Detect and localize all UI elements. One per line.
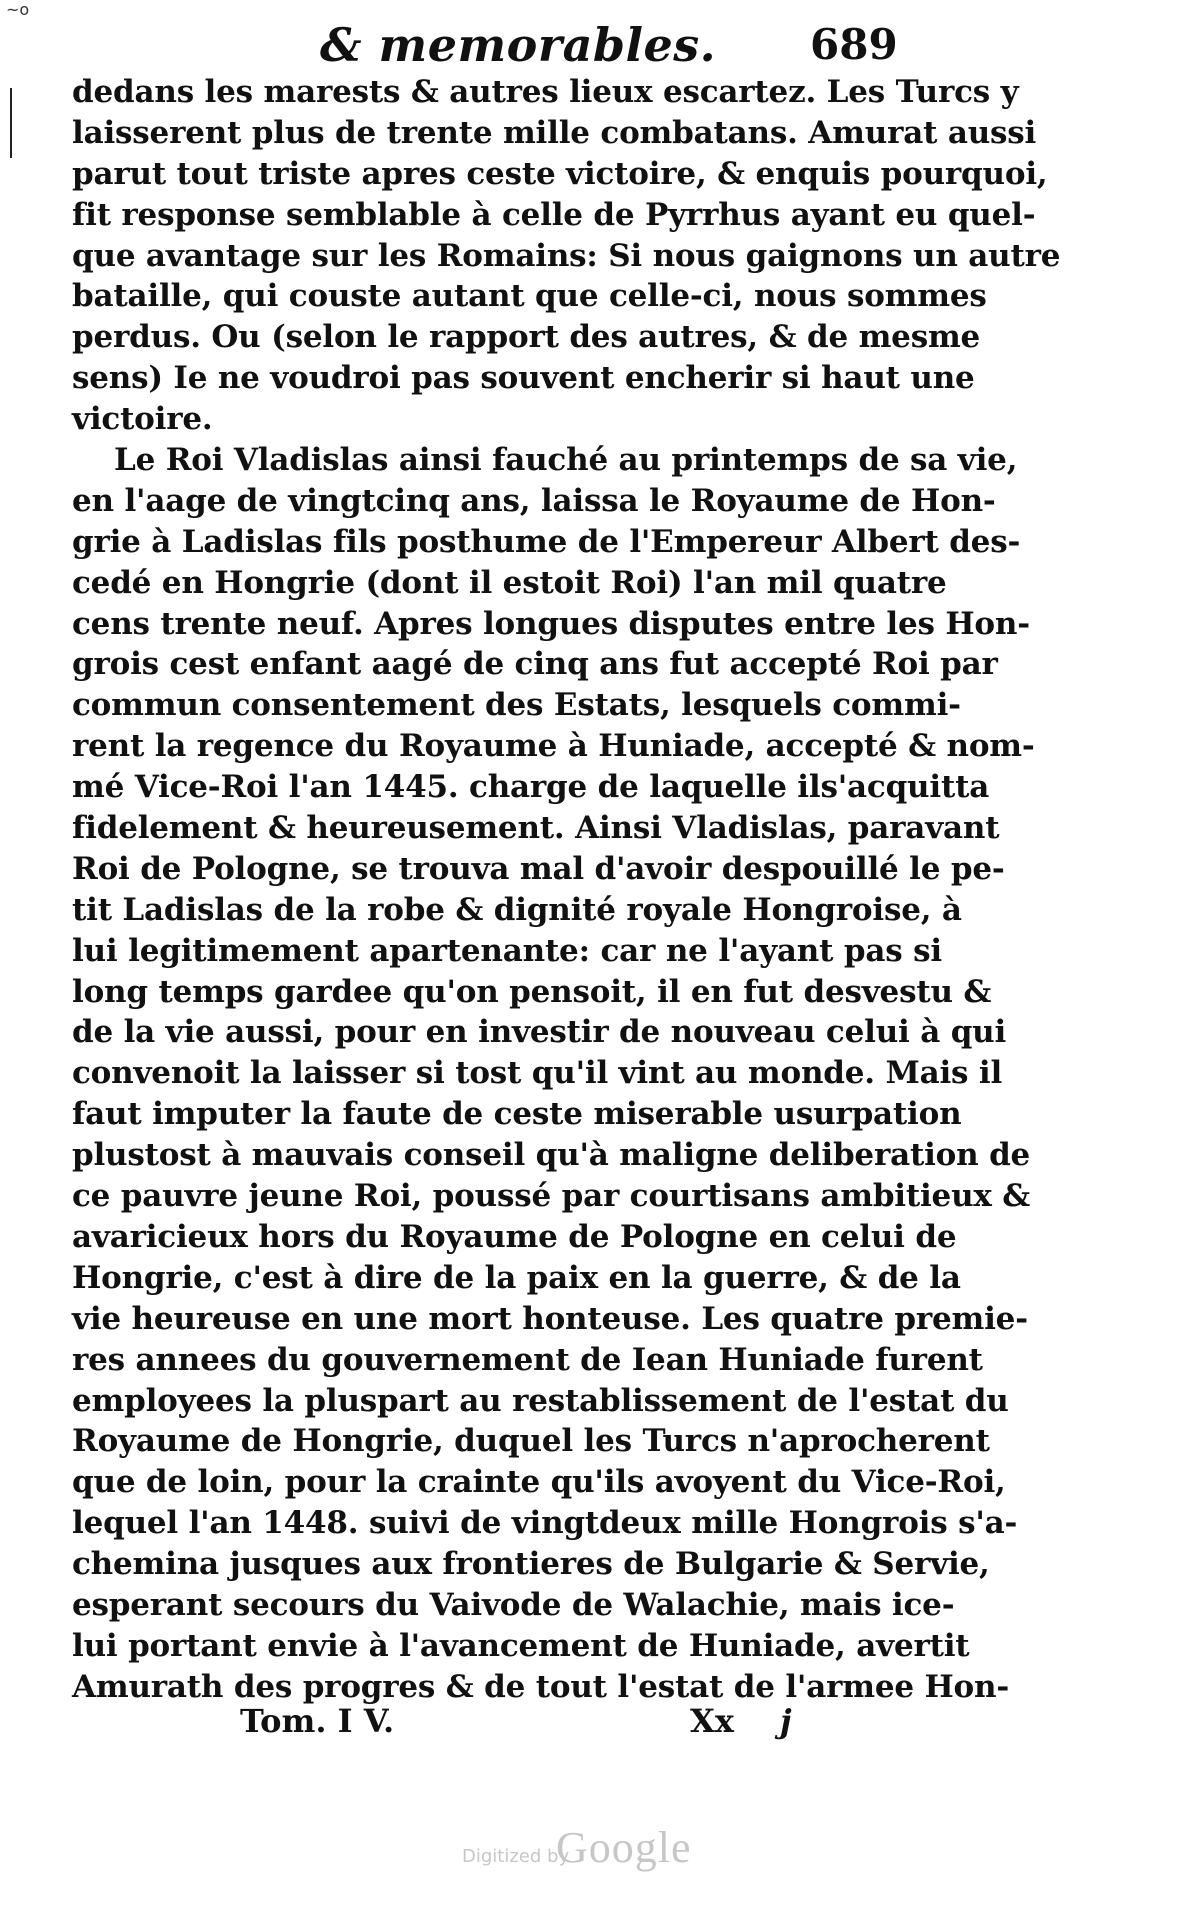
signature-line — [0, 1702, 1189, 1752]
text-line: cedé en Hongrie (dont il estoit Roi) l'an mil quatre — [72, 564, 947, 601]
watermark-prefix: Digitized by — [462, 1846, 570, 1867]
text-line: sens) Ie ne voudroi pas souvent encherir si haut une — [72, 360, 975, 397]
text-line: employees la pluspart au restablissement de l'estat du — [72, 1382, 1009, 1419]
text-line: convenoit la laisser si tost qu'il vint au monde. Mais il — [72, 1055, 1003, 1092]
text-line: en l'aage de vingtcinq ans, laissa le Royaume de Hon- — [72, 482, 996, 519]
google-logo: Google — [556, 1823, 692, 1872]
text-line: perdus. Ou (selon le rapport des autres, & de mesme — [72, 319, 981, 356]
text-line: lequel l'an 1448. suivi de vingtdeux mille Hongrois s'a- — [72, 1505, 1018, 1542]
text-line: parut tout triste apres ceste victoire, & enquis pourquoi, — [72, 155, 1048, 192]
running-title: & memorables. — [320, 18, 717, 72]
text-line: avaricieux hors du Royaume de Pologne en celui de — [72, 1218, 957, 1255]
text-line: vie heureuse en une mort honteuse. Les quatre premie- — [72, 1300, 1028, 1337]
text-line: tit Ladislas de la robe & dignité royale Hongroise, à — [72, 891, 962, 928]
text-line: plustost à mauvais conseil qu'à maligne deliberation de — [72, 1137, 1031, 1174]
text-line: chemina jusques aux frontieres de Bulgarie & Servie, — [72, 1546, 990, 1583]
signature-mark: Xx — [690, 1702, 734, 1740]
margin-tick — [10, 88, 12, 158]
page-number: 689 — [810, 20, 898, 69]
text-line: Le Roi Vladislas ainsi fauché au printemps de sa vie, — [114, 442, 1018, 479]
text-line: de la vie aussi, pour en investir de nouveau celui à qui — [72, 1014, 1007, 1051]
text-line: ce pauvre jeune Roi, poussé par courtisans ambitieux & — [72, 1178, 1031, 1215]
text-line: esperant secours du Vaivode de Walachie, mais ice- — [72, 1586, 955, 1623]
text-line: lui legitimement apartenante: car ne l'ayant pas si — [72, 932, 942, 969]
text-line: commun consentement des Estats, lesquels commi- — [72, 687, 961, 724]
text-line: grie à Ladislas fils posthume de l'Empereur Albert des- — [72, 523, 1021, 560]
text-line: mé Vice-Roi l'an 1445. charge de laquelle ils'acquitta — [72, 769, 990, 806]
text-line: que avantage sur les Romains: Si nous gaignons un autre — [72, 237, 1061, 274]
text-line: laisserent plus de trente mille combatans. Amurat aussi — [72, 114, 1037, 151]
text-line: lui portant envie à l'avancement de Huniade, avertit — [72, 1627, 970, 1664]
text-line: res annees du gouvernement de Iean Huniade furent — [72, 1341, 983, 1378]
text-line: bataille, qui couste autant que celle-ci, nous sommes — [72, 278, 987, 315]
text-line: que de loin, pour la crainte qu'ils avoyent du Vice-Roi, — [72, 1464, 1006, 1501]
digitized-watermark — [462, 1822, 722, 1882]
text-line: rent la regence du Royaume à Huniade, accepté & nom- — [72, 728, 1035, 765]
corner-mark: ~o — [6, 0, 30, 19]
text-line: long temps gardee qu'on pensoit, il en fut desvestu & — [72, 973, 992, 1010]
text-line: dedans les marests & autres lieux escartez. Les Turcs y — [72, 74, 1019, 110]
text-line: Amurath des progres & de tout l'estat de l'armee Hon- — [72, 1668, 1010, 1705]
text-line: Roi de Pologne, se trouva mal d'avoir despouillé le pe- — [72, 850, 1005, 887]
text-line: cens trente neuf. Apres longues disputes entre les Hon- — [72, 605, 1030, 642]
text-line: fit response semblable à celle de Pyrrhus ayant eu quel- — [72, 196, 1036, 233]
text-line: Royaume de Hongrie, duquel les Turcs n'aprocherent — [72, 1423, 990, 1460]
text-line: grois cest enfant aagé de cinq ans fut accepté Roi par — [72, 646, 998, 683]
text-line: Hongrie, c'est à dire de la paix en la guerre, & de la — [72, 1259, 961, 1296]
text-line: victoire. — [72, 401, 213, 438]
text-line: faut imputer la faute de ceste miserable usurpation — [72, 1096, 962, 1133]
signature-tome: Tom. I V. — [240, 1702, 395, 1740]
signature-j: j — [780, 1702, 792, 1740]
body-text — [72, 72, 1061, 1708]
text-line: fidelement & heureusement. Ainsi Vladislas, paravant — [72, 810, 1000, 847]
